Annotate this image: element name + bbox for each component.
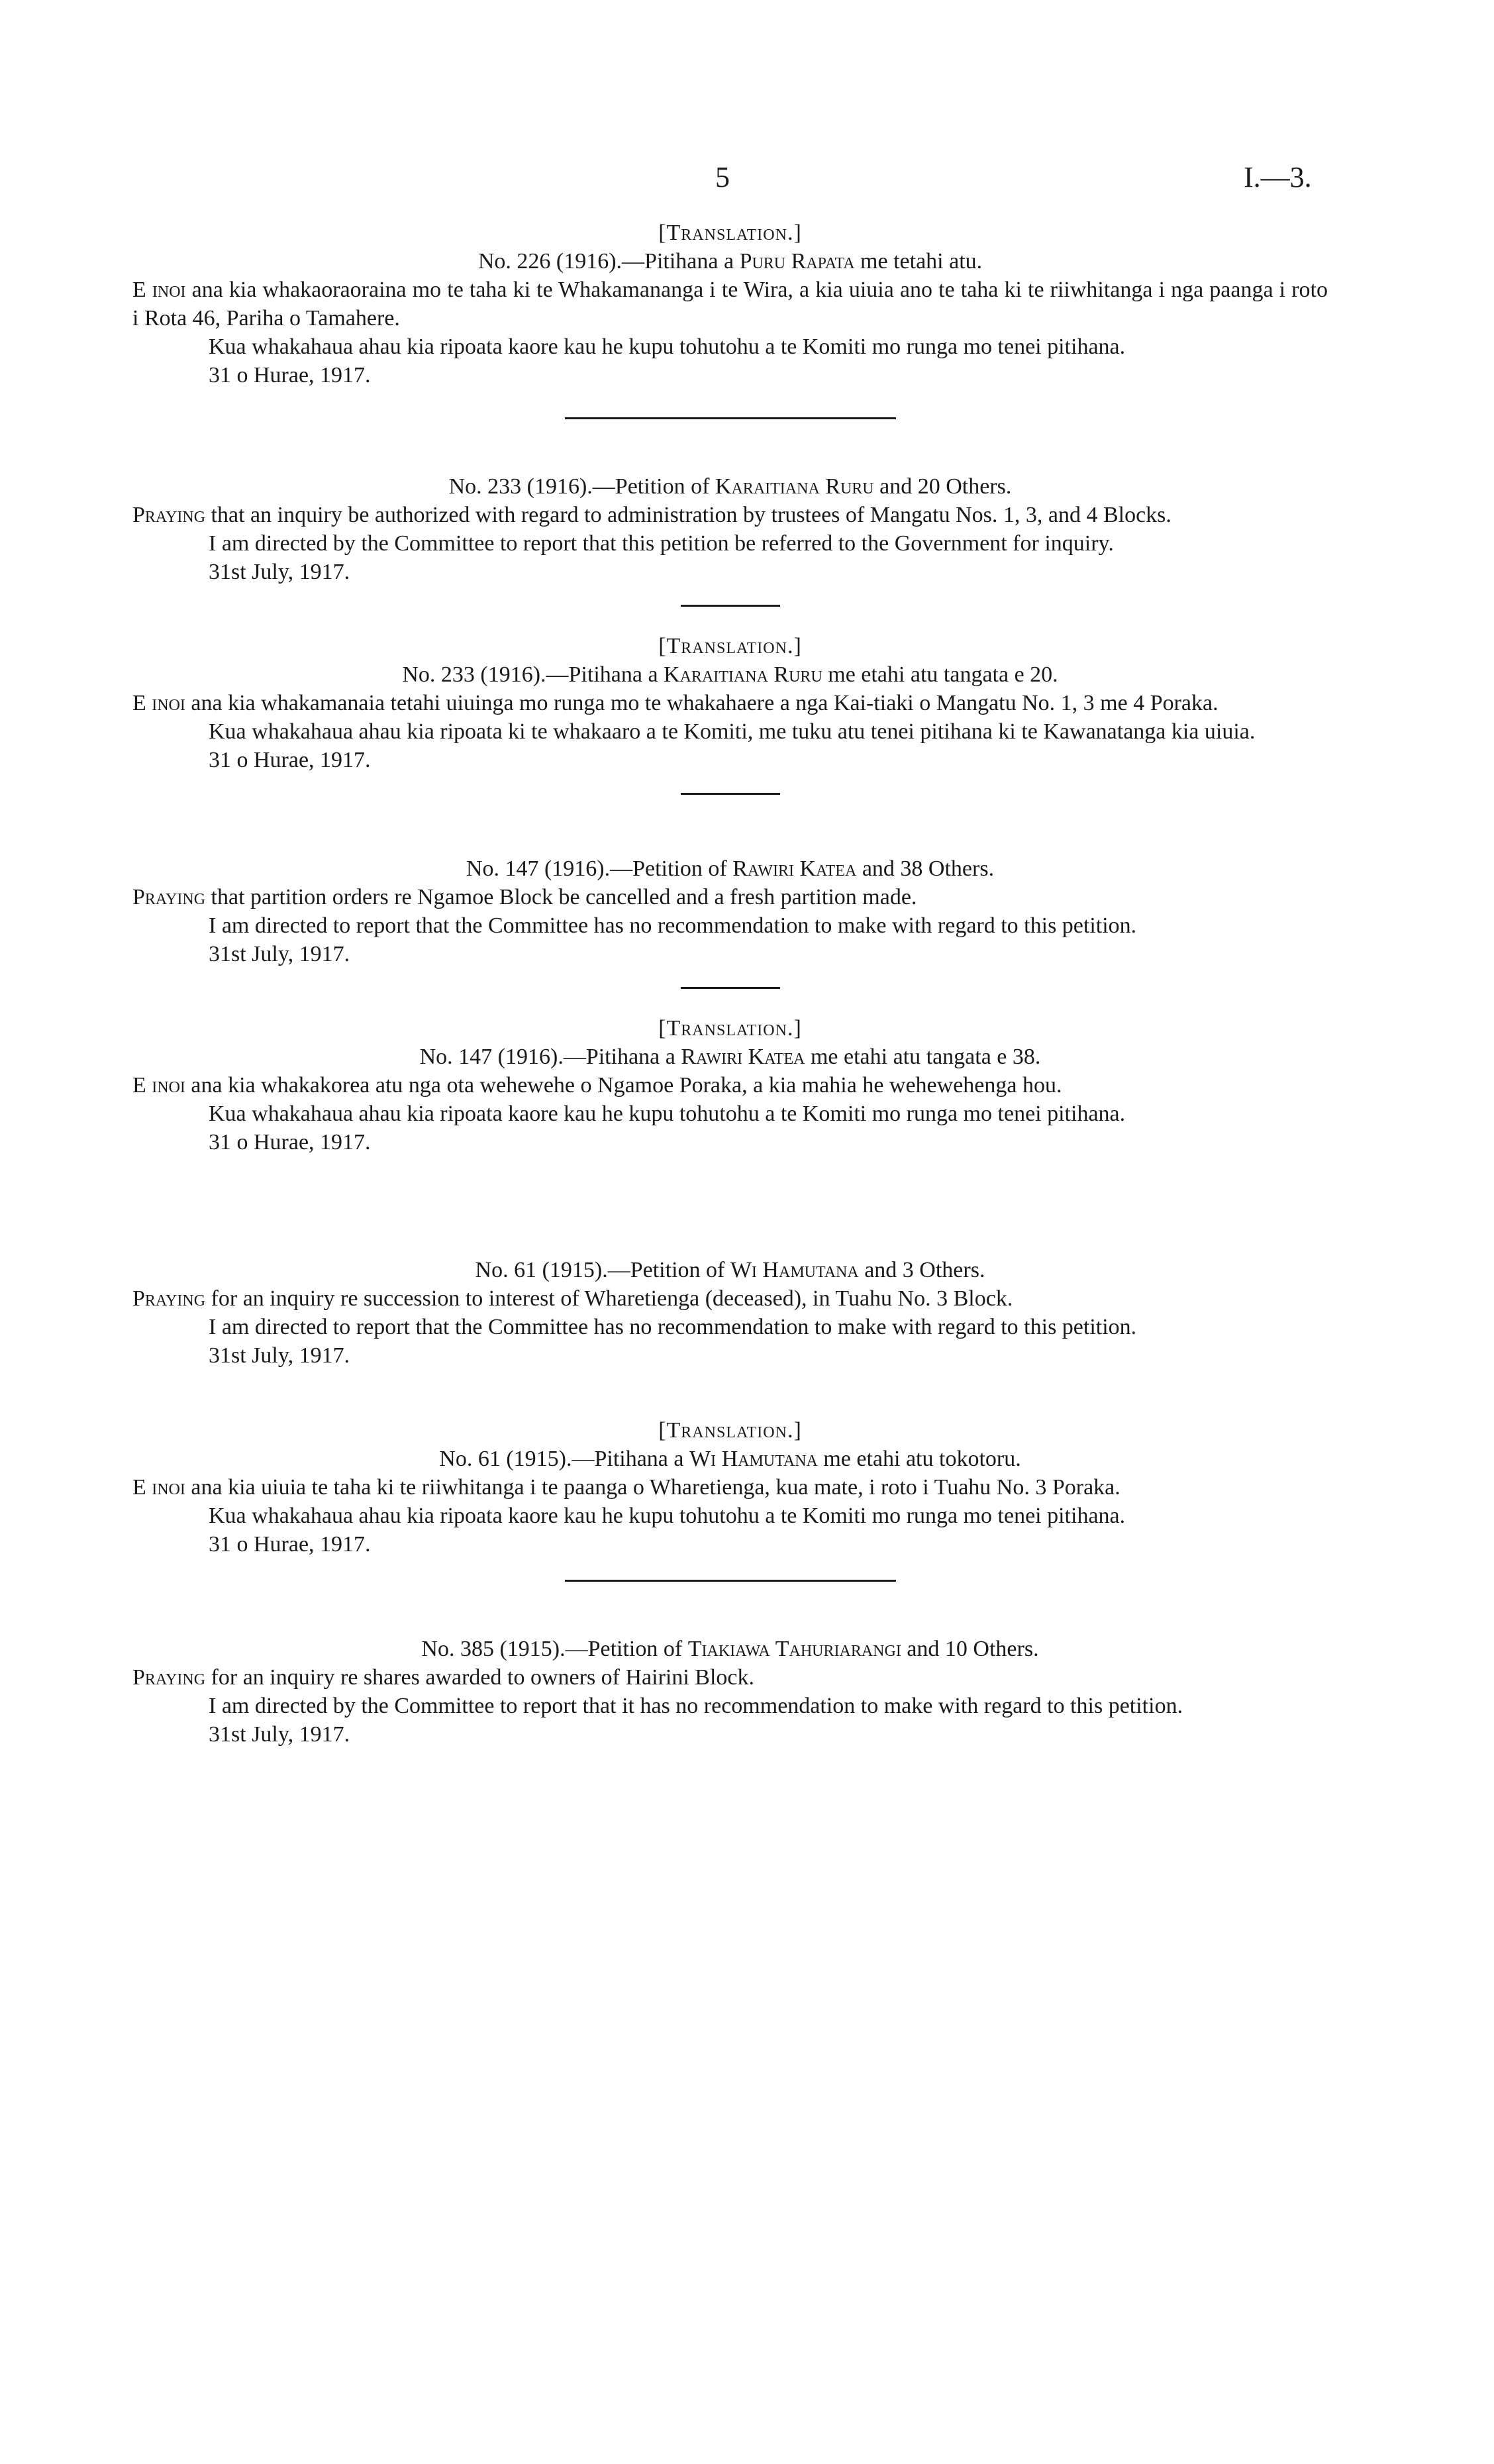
petition-heading bbox=[132, 247, 1328, 276]
prayer-lead: E inoi bbox=[132, 691, 185, 715]
heading-suffix: and 20 Others. bbox=[873, 474, 1012, 499]
report-paragraph: Kua whakahaua ahau kia ripoata kaore kau he kupu tohutohu a te Komiti mo runga mo tenei pitihana. bbox=[209, 1102, 1126, 1126]
report-paragraph: Kua whakahaua ahau kia ripoata kaore kau he kupu tohutohu a te Komiti mo runga mo tenei pitihana. bbox=[209, 1504, 1126, 1528]
petition-section bbox=[132, 854, 1328, 968]
prayer-text: for an inquiry re succession to interest of Wharetienga (deceased), in Tuahu No. 3 Block. bbox=[205, 1286, 1013, 1311]
petitioner-name: Tiakiawa Tahuriarangi bbox=[687, 1637, 901, 1661]
prayer-paragraph bbox=[132, 1663, 1328, 1692]
prayer-text: ana kia uiuia te taha ki te riiwhitanga i te paanga o Wharetienga, kua mate, i roto i Tuahu No. 3 Poraka. bbox=[185, 1475, 1120, 1500]
prayer-lead: Praying bbox=[132, 885, 206, 909]
prayer-lead: E inoi bbox=[132, 1073, 185, 1098]
document-body bbox=[132, 219, 1328, 1749]
heading-prefix: No. 385 (1915).—Petition of bbox=[421, 1637, 688, 1661]
petitioner-name: Karaitiana Ruru bbox=[715, 474, 874, 499]
prayer-paragraph bbox=[132, 1071, 1328, 1100]
translation-label: [Translation.] bbox=[658, 1418, 802, 1443]
page-reference: I.—3. bbox=[1244, 161, 1312, 193]
report-date: 31 o Hurae, 1917. bbox=[209, 363, 371, 387]
petition-heading bbox=[132, 854, 1328, 883]
petitioner-name: Wi Hamutana bbox=[730, 1258, 859, 1282]
heading-prefix: No. 226 (1916).—Pitihana a bbox=[477, 249, 740, 274]
report-date: 31st July, 1917. bbox=[209, 942, 350, 966]
report-paragraph: Kua whakahaua ahau kia ripoata kaore kau he kupu tohutohu a te Komiti mo runga mo tenei pitihana. bbox=[209, 334, 1126, 359]
petition-heading bbox=[132, 1043, 1328, 1071]
prayer-text: ana kia whakaoraoraina mo te taha ki te Whakamananga i te Wira, a kia uiuia ano te taha ki te riiwhitanga i nga paanga i roto i Rota 46, Pariha o Tamahere. bbox=[132, 278, 1328, 331]
page-number: 5 bbox=[715, 161, 730, 193]
petition-heading bbox=[132, 1445, 1328, 1473]
petition-section bbox=[132, 632, 1328, 774]
heading-prefix: No. 233 (1916).—Petition of bbox=[448, 474, 715, 499]
heading-suffix: me etahi atu tangata e 20. bbox=[822, 662, 1058, 687]
report-date: 31 o Hurae, 1917. bbox=[209, 1532, 371, 1557]
heading-prefix: No. 61 (1915).—Pitihana a bbox=[439, 1447, 689, 1471]
petition-section bbox=[132, 1256, 1328, 1370]
report-paragraph: I am directed by the Committee to report that it has no recommendation to make with regard to this petition. bbox=[209, 1694, 1183, 1718]
prayer-paragraph bbox=[132, 1473, 1328, 1502]
heading-suffix: me etahi atu tokotoru. bbox=[817, 1447, 1021, 1471]
heading-prefix: No. 147 (1916).—Petition of bbox=[466, 856, 733, 881]
report-paragraph: Kua whakahaua ahau kia ripoata ki te whakaaro a te Komiti, me tuku atu tenei pitihana ki te Kawanatanga kia uiuia. bbox=[209, 719, 1256, 744]
prayer-paragraph bbox=[132, 501, 1328, 529]
prayer-paragraph bbox=[132, 883, 1328, 911]
petition-section bbox=[132, 1416, 1328, 1559]
petitioner-name: Karaitiana Ruru bbox=[664, 662, 822, 687]
report-paragraph: I am directed by the Committee to report that this petition be referred to the Government for inquiry. bbox=[209, 531, 1114, 556]
prayer-text: that partition orders re Ngamoe Block be cancelled and a fresh partition made. bbox=[205, 885, 917, 909]
petitioner-name: Wi Hamutana bbox=[689, 1447, 818, 1471]
report-date: 31st July, 1917. bbox=[209, 1343, 350, 1368]
translation-label: [Translation.] bbox=[658, 221, 802, 245]
prayer-lead: E inoi bbox=[132, 278, 186, 302]
petition-section bbox=[132, 219, 1328, 389]
report-date: 31 o Hurae, 1917. bbox=[209, 748, 371, 772]
report-date: 31st July, 1917. bbox=[209, 1722, 350, 1747]
prayer-text: that an inquiry be authorized with regard to administration by trustees of Mangatu Nos. 1, 3, and 4 Blocks. bbox=[205, 503, 1171, 527]
report-date: 31 o Hurae, 1917. bbox=[209, 1130, 371, 1155]
petition-heading bbox=[132, 1635, 1328, 1663]
petitioner-name: Rawiri Katea bbox=[681, 1045, 805, 1069]
translation-label: [Translation.] bbox=[658, 634, 802, 658]
petition-heading bbox=[132, 660, 1328, 689]
heading-suffix: me etahi atu tangata e 38. bbox=[805, 1045, 1041, 1069]
petition-section bbox=[132, 1635, 1328, 1749]
report-paragraph: I am directed to report that the Committee has no recommendation to make with regard to this petition. bbox=[209, 913, 1137, 938]
prayer-paragraph bbox=[132, 689, 1328, 717]
petitioner-name: Rawiri Katea bbox=[732, 856, 857, 881]
petition-section bbox=[132, 1014, 1328, 1156]
petition-heading bbox=[132, 1256, 1328, 1284]
prayer-lead: Praying bbox=[132, 1665, 206, 1690]
heading-prefix: No. 233 (1916).—Pitihana a bbox=[402, 662, 664, 687]
report-date: 31st July, 1917. bbox=[209, 560, 350, 584]
prayer-lead: E inoi bbox=[132, 1475, 185, 1500]
report-paragraph: I am directed to report that the Committee has no recommendation to make with regard to this petition. bbox=[209, 1315, 1137, 1339]
heading-prefix: No. 147 (1916).—Pitihana a bbox=[419, 1045, 681, 1069]
petition-heading bbox=[132, 472, 1328, 501]
prayer-lead: Praying bbox=[132, 503, 206, 527]
heading-suffix: me tetahi atu. bbox=[854, 249, 983, 274]
prayer-text: ana kia whakamanaia tetahi uiuinga mo runga mo te whakahaere a nga Kai-tiaki o Mangatu No. 1, 3 me 4 Poraka. bbox=[185, 691, 1219, 715]
petition-section bbox=[132, 472, 1328, 586]
petitioner-name: Puru Rapata bbox=[739, 249, 855, 274]
translation-label: [Translation.] bbox=[658, 1016, 802, 1041]
prayer-paragraph bbox=[132, 1284, 1328, 1313]
heading-suffix: and 3 Others. bbox=[858, 1258, 985, 1282]
heading-suffix: and 38 Others. bbox=[856, 856, 995, 881]
prayer-text: ana kia whakakorea atu nga ota wehewehe o Ngamoe Poraka, a kia mahia he wehewehenga hou. bbox=[185, 1073, 1062, 1098]
heading-prefix: No. 61 (1915).—Petition of bbox=[475, 1258, 730, 1282]
prayer-paragraph bbox=[132, 276, 1328, 333]
prayer-text: for an inquiry re shares awarded to owners of Hairini Block. bbox=[205, 1665, 755, 1690]
heading-suffix: and 10 Others. bbox=[901, 1637, 1039, 1661]
prayer-lead: Praying bbox=[132, 1286, 206, 1311]
